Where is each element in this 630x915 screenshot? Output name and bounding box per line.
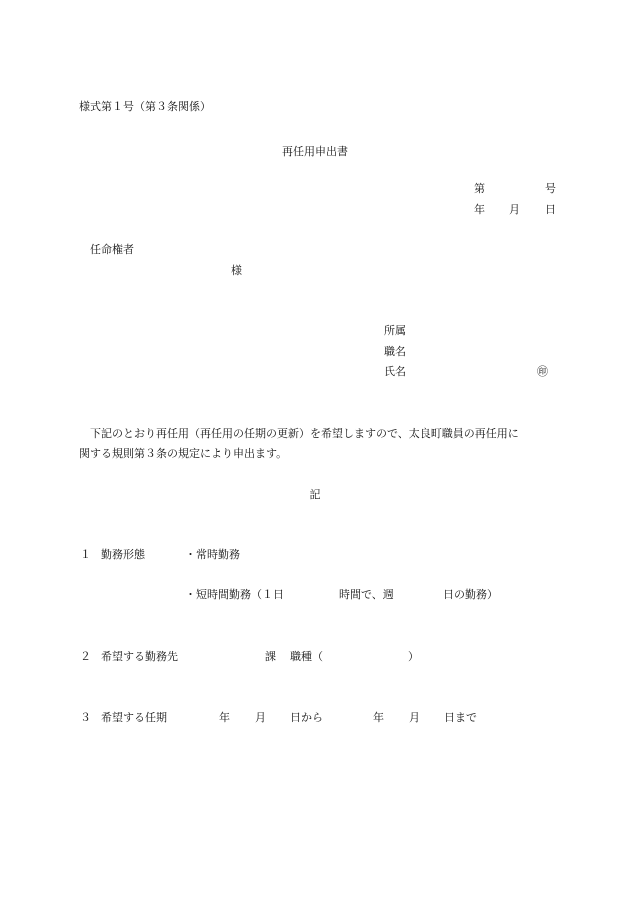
document-title: 再任用申出書 bbox=[282, 145, 348, 158]
item2-close-paren: ） bbox=[408, 650, 419, 663]
form-number: 様式第１号（第３条関係） bbox=[79, 100, 211, 113]
doc-no-prefix: 第 bbox=[474, 182, 485, 195]
ki-heading: 記 bbox=[309, 488, 321, 501]
item2-section: 課 bbox=[265, 650, 276, 663]
item2-label: 希望する勤務先 bbox=[101, 650, 178, 663]
addressee-label: 任命権者 bbox=[90, 243, 134, 256]
date-month: 月 bbox=[509, 203, 520, 216]
date-year: 年 bbox=[474, 203, 485, 216]
addressee-honorific: 様 bbox=[231, 264, 242, 277]
item1-number: １ bbox=[80, 548, 91, 561]
date-day: 日 bbox=[545, 203, 556, 216]
seal-mark: ㊞ bbox=[537, 365, 548, 378]
item3-day-to: 日まで bbox=[444, 711, 477, 724]
item3-month-1: 月 bbox=[255, 711, 266, 724]
applicant-position: 職名 bbox=[384, 345, 406, 358]
applicant-affiliation: 所属 bbox=[384, 324, 406, 337]
item3-year-1: 年 bbox=[219, 711, 230, 724]
item1-option-short-a: ・短時間勤務（１日 bbox=[185, 588, 284, 601]
applicant-name: 氏名 bbox=[384, 365, 406, 378]
item3-label: 希望する任期 bbox=[101, 711, 167, 724]
item3-day-from: 日から bbox=[290, 711, 323, 724]
item1-option-full: ・常時勤務 bbox=[185, 548, 240, 561]
item3-month-2: 月 bbox=[409, 711, 420, 724]
item1-option-short-b: 時間で、週 bbox=[339, 588, 394, 601]
body-line-1: 下記のとおり再任用（再任用の任期の更新）を希望しますので、太良町職員の再任用に bbox=[90, 427, 519, 440]
item2-job-type: 職種（ bbox=[290, 650, 323, 663]
item3-year-2: 年 bbox=[373, 711, 384, 724]
doc-no-suffix: 号 bbox=[545, 182, 556, 195]
item2-number: ２ bbox=[80, 650, 91, 663]
item3-number: ３ bbox=[80, 711, 91, 724]
body-line-2: 関する規則第３条の規定により申出ます。 bbox=[79, 447, 288, 460]
item1-label: 勤務形態 bbox=[101, 548, 145, 561]
item1-option-short-c: 日の勤務） bbox=[443, 588, 498, 601]
